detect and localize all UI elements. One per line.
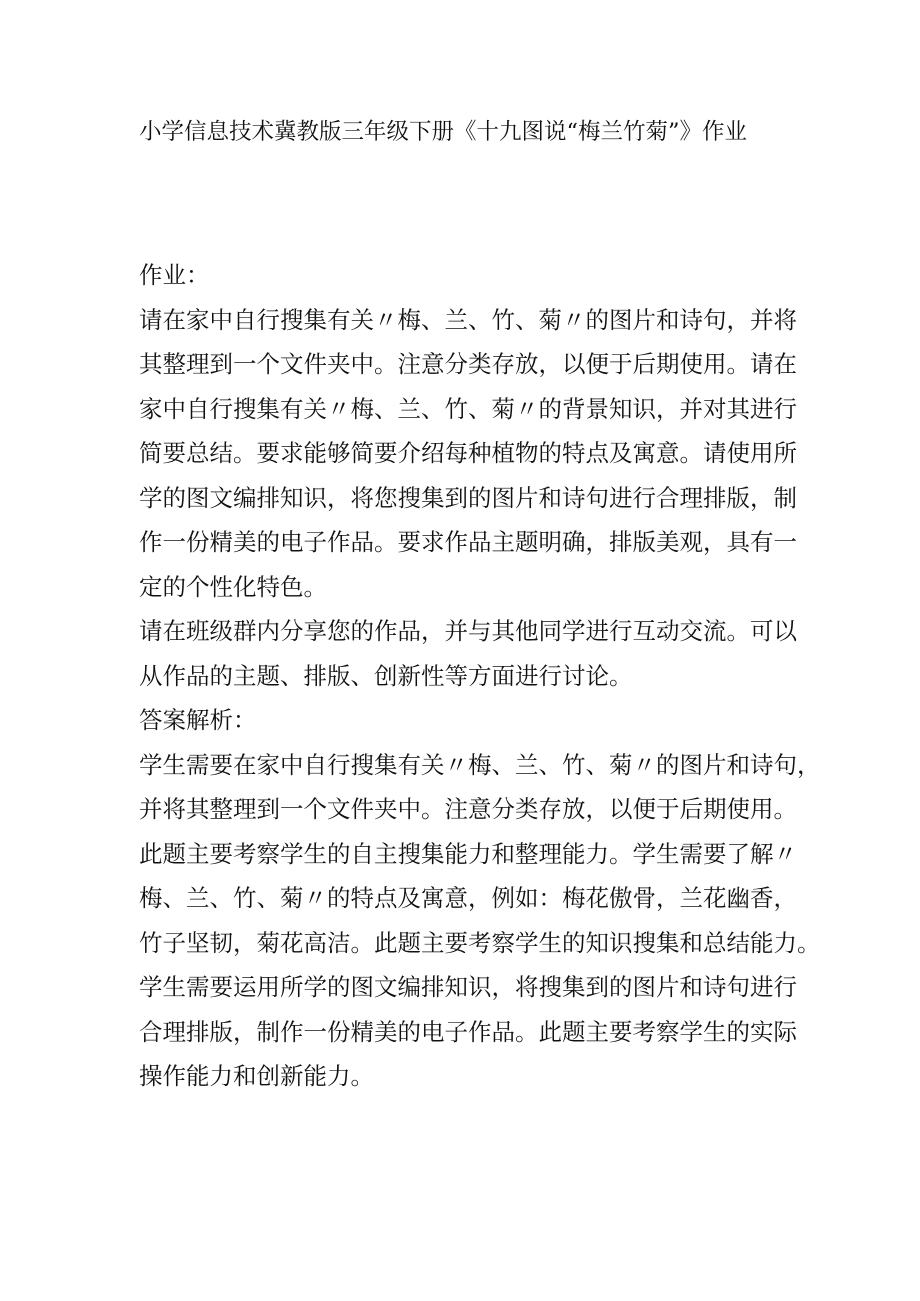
body-line: 从作品的主题、排版、创新性等方面进行讨论。 (139, 661, 633, 690)
section-heading-homework: 作业： (139, 261, 210, 289)
body-line: 其整理到一个文件夹中。注意分类存放，以便于后期使用。请在 (139, 350, 797, 378)
body-line: 学的图文编排知识，将您搜集到的图片和诗句进行合理排版，制 (139, 483, 797, 512)
body-line: 操作能力和创新能力。 (139, 1062, 374, 1090)
body-line: 家中自行搜集有关〃梅、兰、竹、菊〃的背景知识，并对其进行 (139, 394, 797, 423)
body-line: 作一份精美的电子作品。要求作品主题明确，排版美观，具有一 (139, 528, 797, 556)
section-heading-answer: 答案解析： (139, 706, 257, 734)
body-line: 请在家中自行搜集有关〃梅、兰、竹、菊〃的图片和诗句，并将 (139, 305, 797, 334)
body-line: 学生需要运用所学的图文编排知识，将搜集到的图片和诗句进行 (139, 973, 797, 1001)
document-title: 小学信息技术冀教版三年级下册《十九图说“梅兰竹菊”》作业 (139, 119, 748, 145)
document-body (139, 253, 821, 1099)
body-line: 请在班级群内分享您的作品，并与其他同学进行互动交流。可以 (139, 617, 797, 645)
body-line: 梅、兰、竹、菊〃的特点及寓意，例如：梅花傲骨，兰花幽香， (139, 884, 797, 912)
body-line: 简要总结。要求能够简要介绍每种植物的特点及寓意。请使用所 (139, 439, 797, 467)
body-line: 竹子坚韧，菊花高洁。此题主要考察学生的知识搜集和总结能力。 (139, 928, 821, 957)
body-line: 并将其整理到一个文件夹中。注意分类存放，以便于后期使用。 (139, 795, 797, 823)
body-line: 定的个性化特色。 (139, 572, 327, 601)
body-line: 学生需要在家中自行搜集有关〃梅、兰、竹、菊〃的图片和诗句， (139, 750, 821, 779)
body-line: 此题主要考察学生的自主搜集能力和整理能力。学生需要了解〃 (139, 839, 797, 868)
body-line: 合理排版，制作一份精美的电子作品。此题主要考察学生的实际 (139, 1017, 797, 1046)
